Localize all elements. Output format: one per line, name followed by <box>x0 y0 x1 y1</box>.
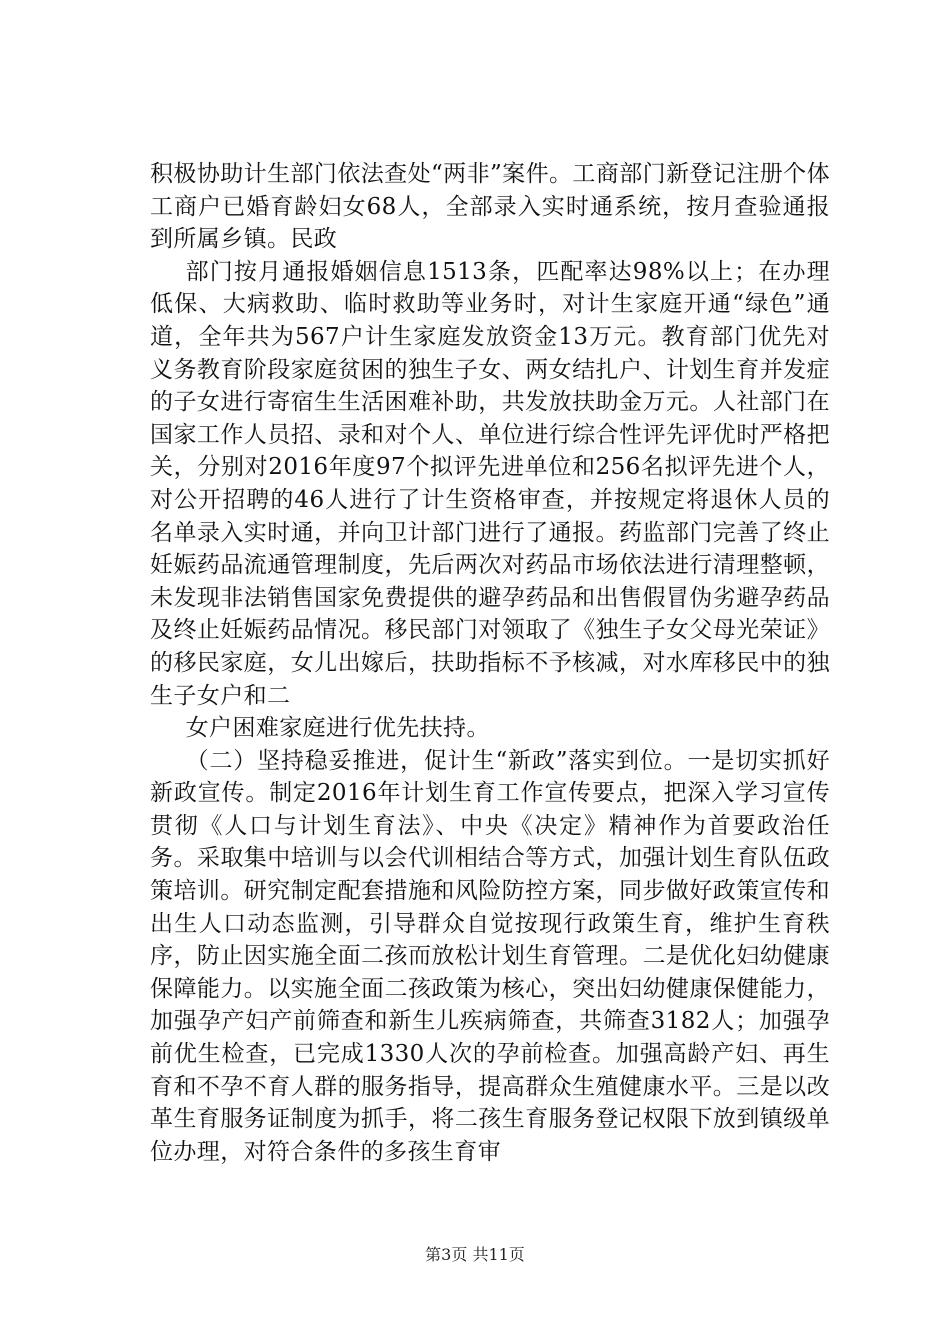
document-body <box>150 158 830 1168</box>
paragraph-4: （二）坚持稳妥推进，促计生“新政”落实到位。一是切实抓好新政宣传。制定2016年计划生育工作宣传要点，把深入学习宣传贯彻《人口与计划生育法》、中央《决定》精神作为首要政治任务。采取集中培训与以会代训相结合等方式，加强计划生育队伍政策培训。研究制定配套措施和风险防控方案，同步做好政策宣传和出生人口动态监测，引导群众自觉按现行政策生育，维护生育秩序，防止因实施全面二孩而放松计划生育管理。二是优化妇幼健康保障能力。以实施全面二孩政策为核心，突出妇幼健康保健能力，加强孕产妇产前筛查和新生儿疾病筛查，共筛查3182人；加强孕前优生检查，已完成1330人次的孕前检查。加强高龄产妇、再生育和不孕不育人群的服务指导，提高群众生殖健康水平。三是以改革生育服务证制度为抓手，将二孩生育服务登记权限下放到镇级单位办理，对符合条件的多孩生育审 <box>150 747 830 1165</box>
paragraph-3: 女户困难家庭进行优先扶持。 <box>185 715 490 742</box>
paragraph-1: 积极协助计生部门依法查处“两非”案件。工商部门新登记注册个体工商户已婚育龄妇女68人，全部录入实时通系统，按月查验通报到所属乡镇。民政 <box>150 161 830 253</box>
paragraph-2: 部门按月通报婚姻信息1513条，匹配率达98%以上；在办理低保、大病救助、临时救助等业务时，对计生家庭开通“绿色”通道，全年共为567户计生家庭发放资金13万元。教育部门优先对义务教育阶段家庭贫困的独生子女、两女结扎户、计划生育并发症的子女进行寄宿生生活困难补助，共发放扶助金万元。人社部门在国家工作人员招、录和对个人、单位进行综合性评先评优时严格把关，分别对2016年度97个拟评先进单位和256名拟评先进个人，对公开招聘的46人进行了计生资格审查，并按规定将退休人员的名单录入实时通，并向卫计部门进行了通报。药监部门完善了终止妊娠药品流通管理制度，先后两次对药品市场依法进行清理整顿，未发现非法销售国家免费提供的避孕药品和出售假冒伪劣避孕药品及终止妊娠药品情况。移民部门对领取了《独生子女父母光荣证》的移民家庭，女儿出嫁后，扶助指标不予核减，对水库移民中的独生子女户和二 <box>150 258 830 709</box>
page-footer: 第3页 共11页 <box>425 1245 525 1264</box>
